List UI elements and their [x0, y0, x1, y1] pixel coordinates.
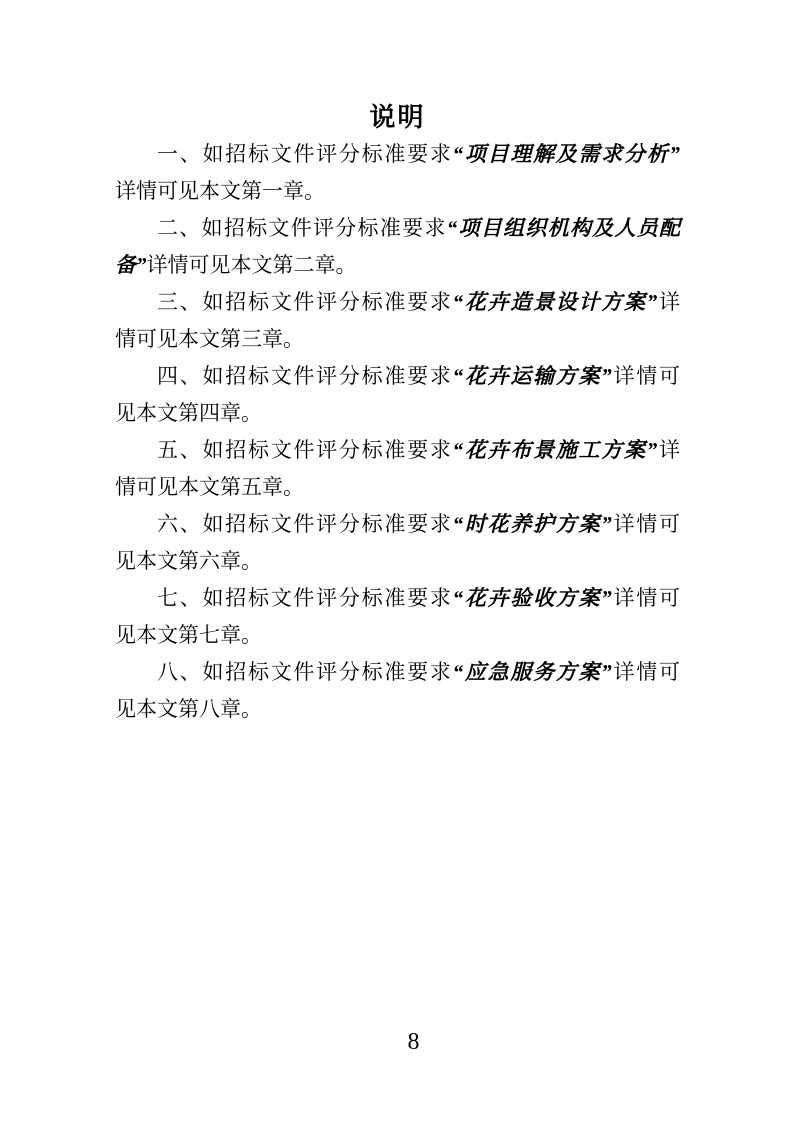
body-text: 详情可	[611, 586, 681, 610]
page-title: 说明	[369, 102, 426, 132]
body-text: 详	[657, 290, 681, 314]
body-text: 情可见本文第五章。	[115, 475, 304, 499]
text-line	[115, 173, 680, 210]
text-line	[115, 284, 680, 321]
body-text: 七、如招标文件评分标准要求	[157, 586, 453, 610]
body-text: 见本文第八章。	[115, 697, 262, 721]
body-text: 三、如招标文件评分标准要求	[157, 290, 453, 314]
body-text: 八、如招标文件评分标准要求	[157, 660, 453, 684]
body-text: 见本文第六章。	[115, 549, 262, 573]
text-line	[115, 469, 680, 506]
quoted-emphasis-text: “花卉造景设计方案”	[452, 290, 658, 314]
text-line	[115, 321, 680, 358]
text-line	[115, 136, 680, 173]
quoted-emphasis-text: “应急服务方案”	[452, 660, 612, 684]
paragraph	[115, 210, 680, 284]
body-text: 四、如招标文件评分标准要求	[157, 364, 453, 388]
body-text: 详情可见本文第二章。	[146, 253, 357, 277]
quoted-emphasis-text: “项目组织机构及人员配	[446, 216, 681, 240]
paragraph	[115, 432, 680, 506]
body-text: 详情可见本文第一章。	[115, 179, 325, 203]
text-line	[115, 543, 680, 580]
page-number: 8	[407, 1029, 420, 1055]
text-line	[115, 358, 680, 395]
text-line	[115, 580, 680, 617]
body-text: 情可见本文第三章。	[115, 327, 304, 351]
paragraph	[115, 506, 680, 580]
body-text: 二、如招标文件评分标准要求	[157, 216, 447, 240]
body-text: 一、如招标文件评分标准要求	[157, 142, 453, 166]
body-text: 详情可	[611, 512, 681, 536]
text-line	[115, 247, 680, 284]
body-text: 六、如招标文件评分标准要求	[157, 512, 453, 536]
body-text: 见本文第七章。	[115, 623, 262, 647]
text-line	[115, 691, 680, 728]
quoted-emphasis-text: “花卉布景施工方案”	[452, 438, 658, 462]
paragraph	[115, 358, 680, 432]
quoted-emphasis-text: “时花养护方案”	[452, 512, 612, 536]
body-text: 五、如招标文件评分标准要求	[157, 438, 453, 462]
text-line	[115, 654, 680, 691]
document-content	[115, 99, 680, 728]
paragraph	[115, 284, 680, 358]
text-line	[115, 432, 680, 469]
text-line	[115, 210, 680, 247]
body-text: 见本文第四章。	[115, 401, 262, 425]
paragraph	[115, 580, 680, 654]
text-line	[115, 617, 680, 654]
text-line	[115, 395, 680, 432]
paragraph	[115, 654, 680, 728]
document-body	[115, 136, 680, 728]
body-text: 详情可	[611, 660, 681, 684]
body-text: 详情可	[611, 364, 681, 388]
quoted-emphasis-text: 备”	[115, 253, 147, 277]
paragraph	[115, 136, 680, 210]
text-line	[115, 506, 680, 543]
body-text: 详	[657, 438, 681, 462]
quoted-emphasis-text: “花卉运输方案”	[452, 364, 612, 388]
quoted-emphasis-text: “花卉验收方案”	[452, 586, 612, 610]
quoted-emphasis-text: “项目理解及需求分析”	[452, 142, 680, 166]
